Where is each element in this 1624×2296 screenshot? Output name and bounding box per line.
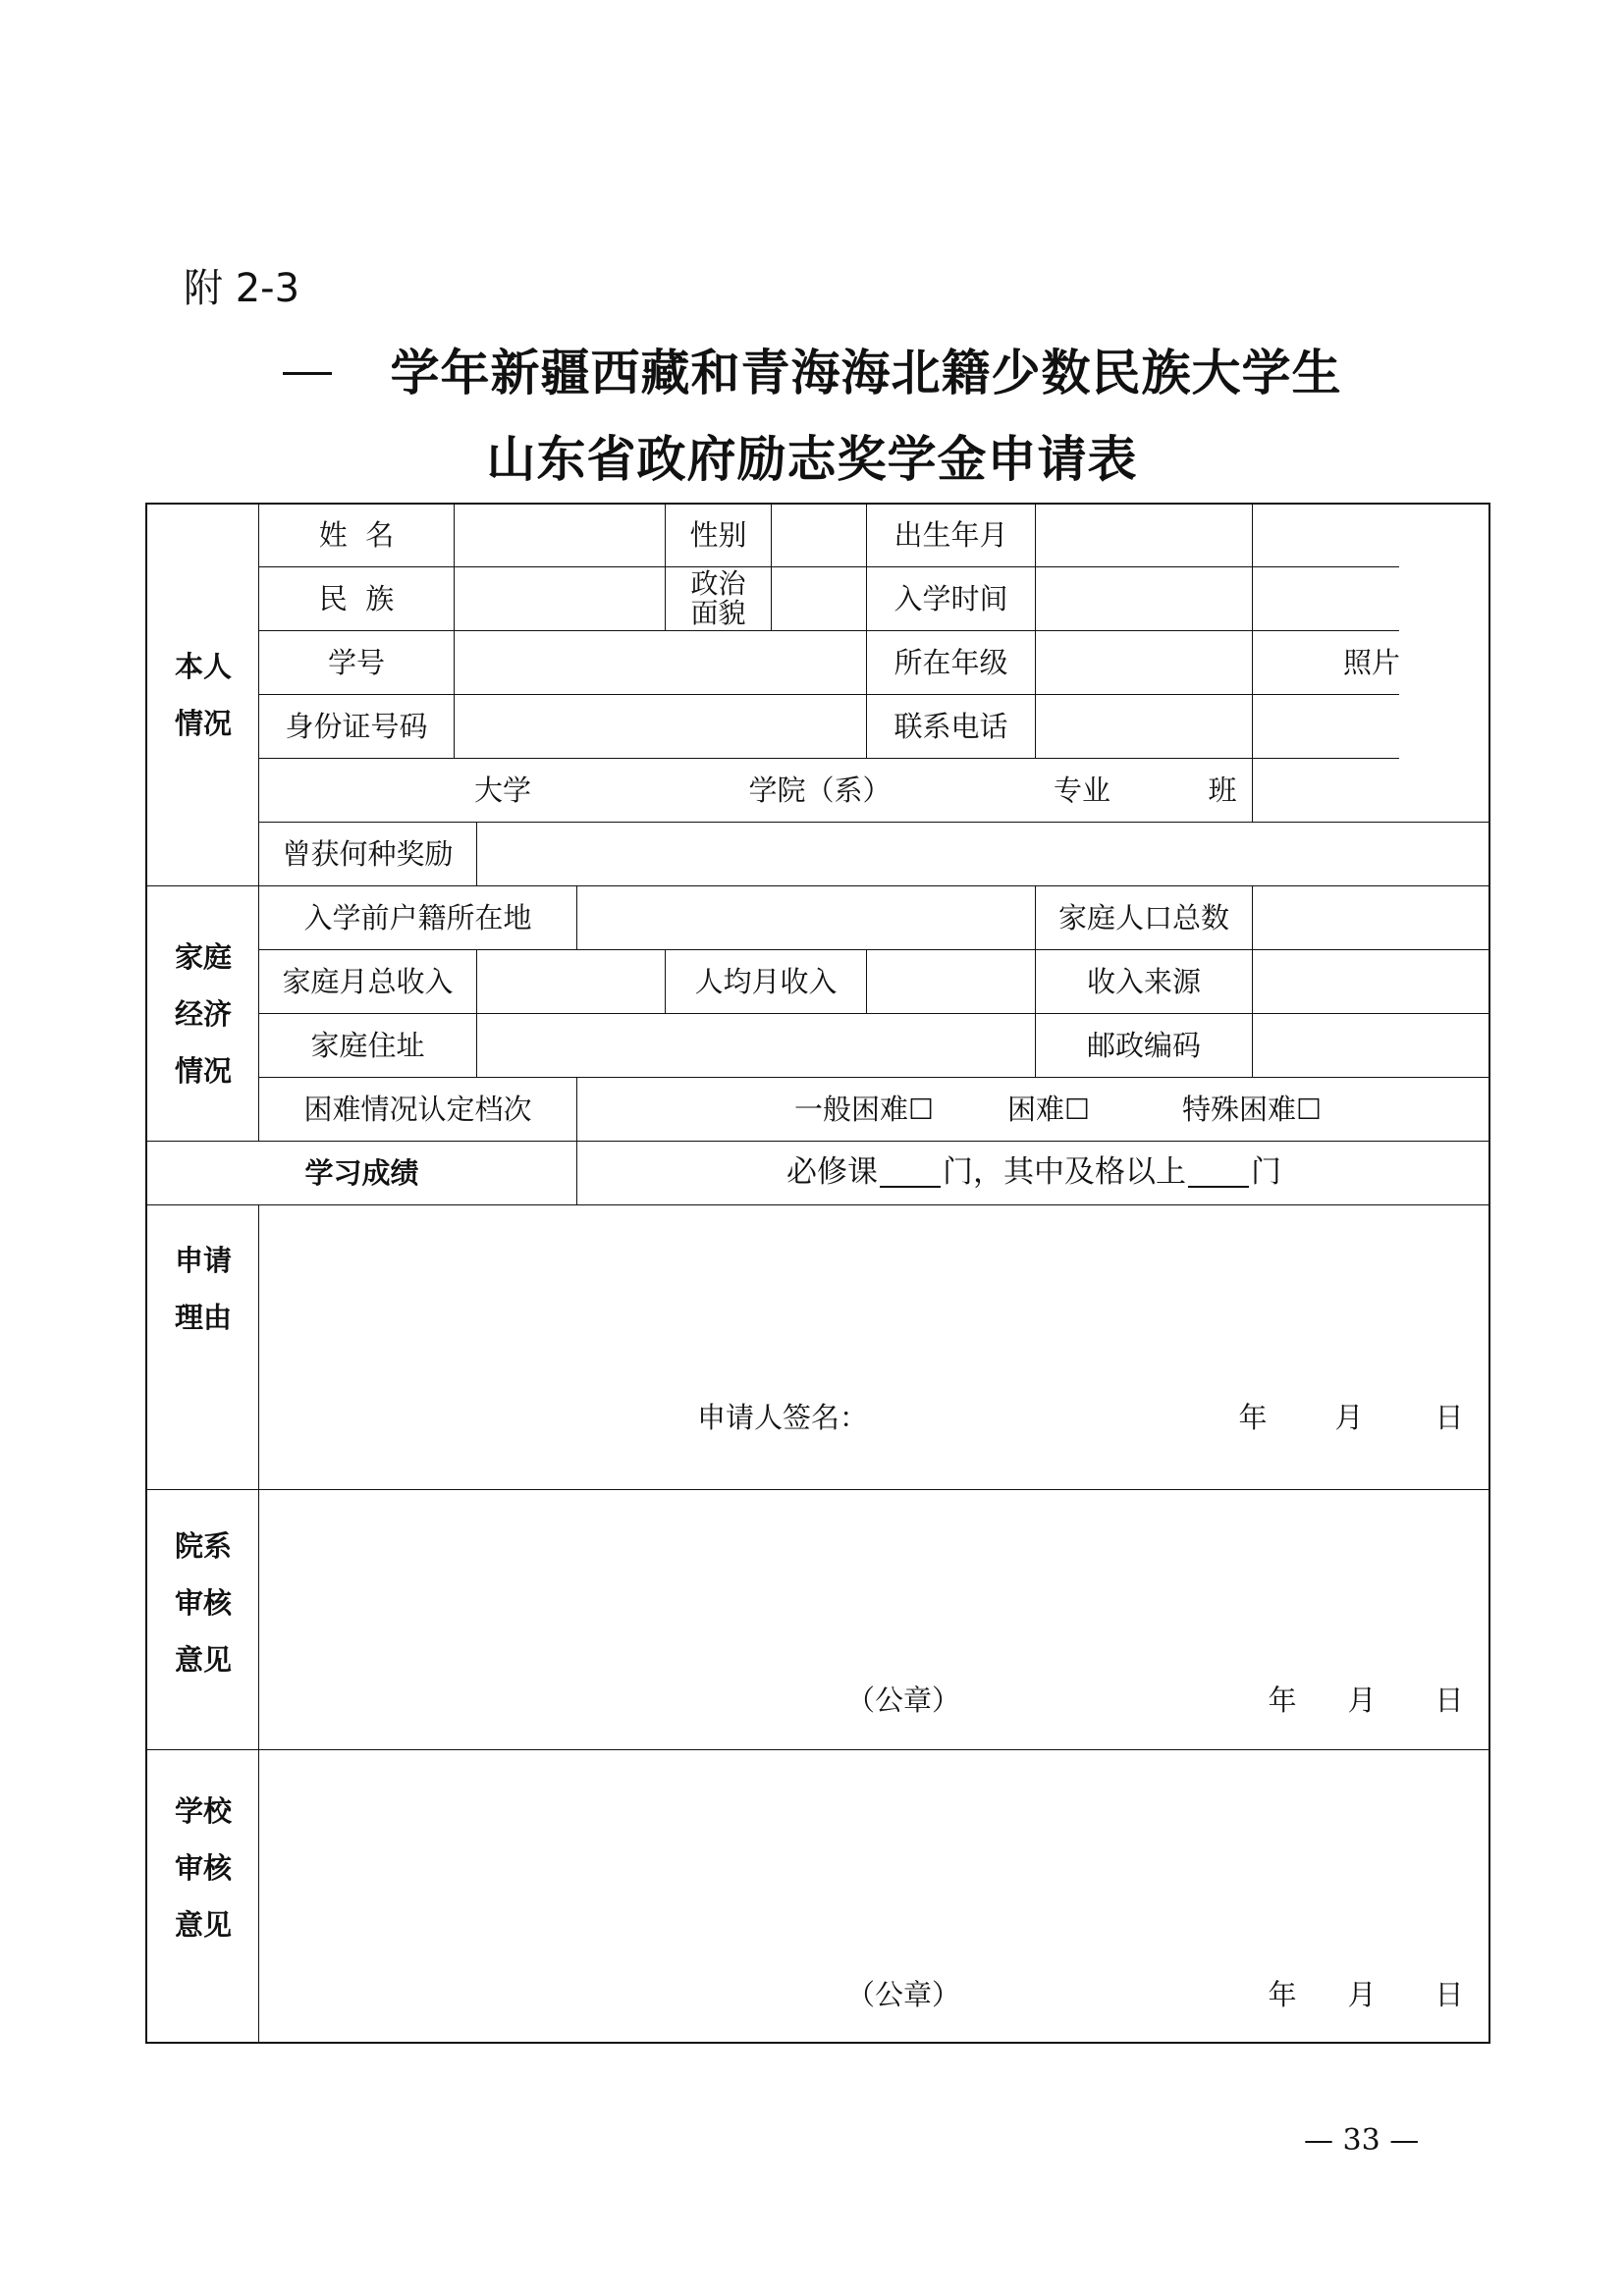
passed-courses-blank[interactable] [1188,1158,1249,1188]
department-month-label: 月 [1347,1682,1377,1717]
ethnicity-field[interactable] [455,567,665,630]
study-text-required: 必修课 [786,1154,878,1191]
school-day-label: 日 [1435,1977,1464,2011]
grade-field[interactable] [1036,631,1252,694]
birth-date-label: 出生年月 [893,518,1008,553]
university-label: 大学 [473,773,531,807]
form-title-line1-text: 学年新疆西藏和青海海北籍少数民族大学生 [390,344,1342,401]
photo-box[interactable]: 照片 [1342,646,1400,680]
address-label: 家庭住址 [310,1028,425,1062]
political-status-line2: 面貌 [690,597,746,629]
id-card-field[interactable] [455,695,866,758]
study-text-passed: 门，其中及格以上 [943,1154,1186,1191]
difficulty-option-hard[interactable]: 困难☐ [1007,1092,1090,1126]
difficulty-level-label: 困难情况认定档次 [303,1092,532,1126]
section-personal-line1: 本人 [174,650,232,683]
family-size-label: 家庭人口总数 [1057,900,1229,934]
enroll-time-field[interactable] [1036,567,1252,630]
school-seal-label: （公章） [845,1977,960,2011]
postcode-label: 邮政编码 [1086,1028,1201,1062]
section-personal-line2: 情况 [174,707,232,740]
section-family-line1: 家庭 [174,939,232,974]
section-department-line3: 意见 [174,1643,232,1677]
section-department-line1: 院系 [174,1529,232,1563]
ethnicity-label: 民 族 [318,581,395,615]
per-capita-income-label: 人均月收入 [694,964,838,998]
awards-label: 曾获何种奖励 [282,836,454,871]
section-reason-line1: 申请 [174,1244,232,1277]
section-school [147,1750,259,1986]
department-day-label: 日 [1435,1682,1464,1717]
gender-field[interactable] [772,505,866,566]
required-courses-blank[interactable] [880,1158,941,1188]
annex-label: 附 2-3 [184,266,300,311]
class-label: 班 [1208,773,1237,807]
college-label: 学院（系） [748,773,892,807]
section-reason [147,1205,259,1372]
study-results-field[interactable] [577,1142,1490,1204]
student-id-label: 学号 [327,645,385,679]
hukou-label: 入学前户籍所在地 [303,900,532,934]
hukou-field[interactable] [577,886,1035,949]
per-capita-income-field[interactable] [867,950,1035,1013]
grade-label: 所在年级 [893,645,1008,679]
section-family [147,886,259,1141]
section-school-line1: 学校 [174,1794,232,1828]
political-status-label [666,567,771,630]
applicant-signature-label: 申请人签名： [697,1400,869,1434]
section-reason-line2: 理由 [174,1301,232,1334]
major-label: 专业 [1053,773,1110,807]
department-seal-label: （公章） [845,1682,960,1717]
family-size-field[interactable] [1253,886,1490,949]
awards-field[interactable] [477,823,1490,885]
student-id-field[interactable] [455,631,866,694]
monthly-income-label: 家庭月总收入 [282,964,454,998]
section-school-line3: 意见 [174,1908,232,1942]
enroll-time-label: 入学时间 [893,581,1008,615]
birth-date-field[interactable] [1036,505,1252,566]
reason-day-label: 日 [1435,1400,1464,1434]
monthly-income-field[interactable] [477,950,665,1013]
gender-label: 性别 [689,518,747,553]
reason-month-label: 月 [1334,1400,1364,1434]
department-year-label: 年 [1268,1682,1297,1717]
reason-field[interactable] [259,1205,1490,1489]
year-blank-dash [283,372,332,375]
section-family-line2: 经济 [174,996,232,1031]
income-source-label: 收入来源 [1086,964,1201,998]
income-source-field[interactable] [1253,950,1490,1013]
political-status-field[interactable] [772,567,866,630]
reason-year-label: 年 [1238,1400,1268,1434]
address-field[interactable] [477,1014,1035,1077]
form-title-line2: 山东省政府励志奖学金申请表 [486,430,1138,488]
difficulty-option-special[interactable]: 特殊困难☐ [1182,1092,1322,1126]
name-label: 姓 名 [318,518,395,553]
section-personal [147,505,259,885]
section-family-line3: 情况 [174,1053,232,1088]
id-card-label: 身份证号码 [285,709,428,743]
section-school-line2: 审核 [174,1851,232,1885]
school-year-label: 年 [1268,1977,1297,2011]
form-title-line1 [0,334,1624,404]
phone-label: 联系电话 [893,709,1008,743]
application-form-table [145,503,1490,2044]
political-status-line1: 政治 [690,567,746,600]
page-number: — 33 — [1304,2123,1420,2158]
name-field[interactable] [455,505,665,566]
section-department-line2: 审核 [174,1586,232,1620]
postcode-field[interactable] [1253,1014,1490,1077]
difficulty-option-general[interactable]: 一般困难☐ [794,1092,934,1126]
section-department [147,1490,259,1716]
study-results-label: 学习成绩 [304,1155,419,1190]
school-month-label: 月 [1347,1977,1377,2011]
phone-field[interactable] [1036,695,1252,758]
study-text-unit: 门 [1251,1154,1281,1191]
